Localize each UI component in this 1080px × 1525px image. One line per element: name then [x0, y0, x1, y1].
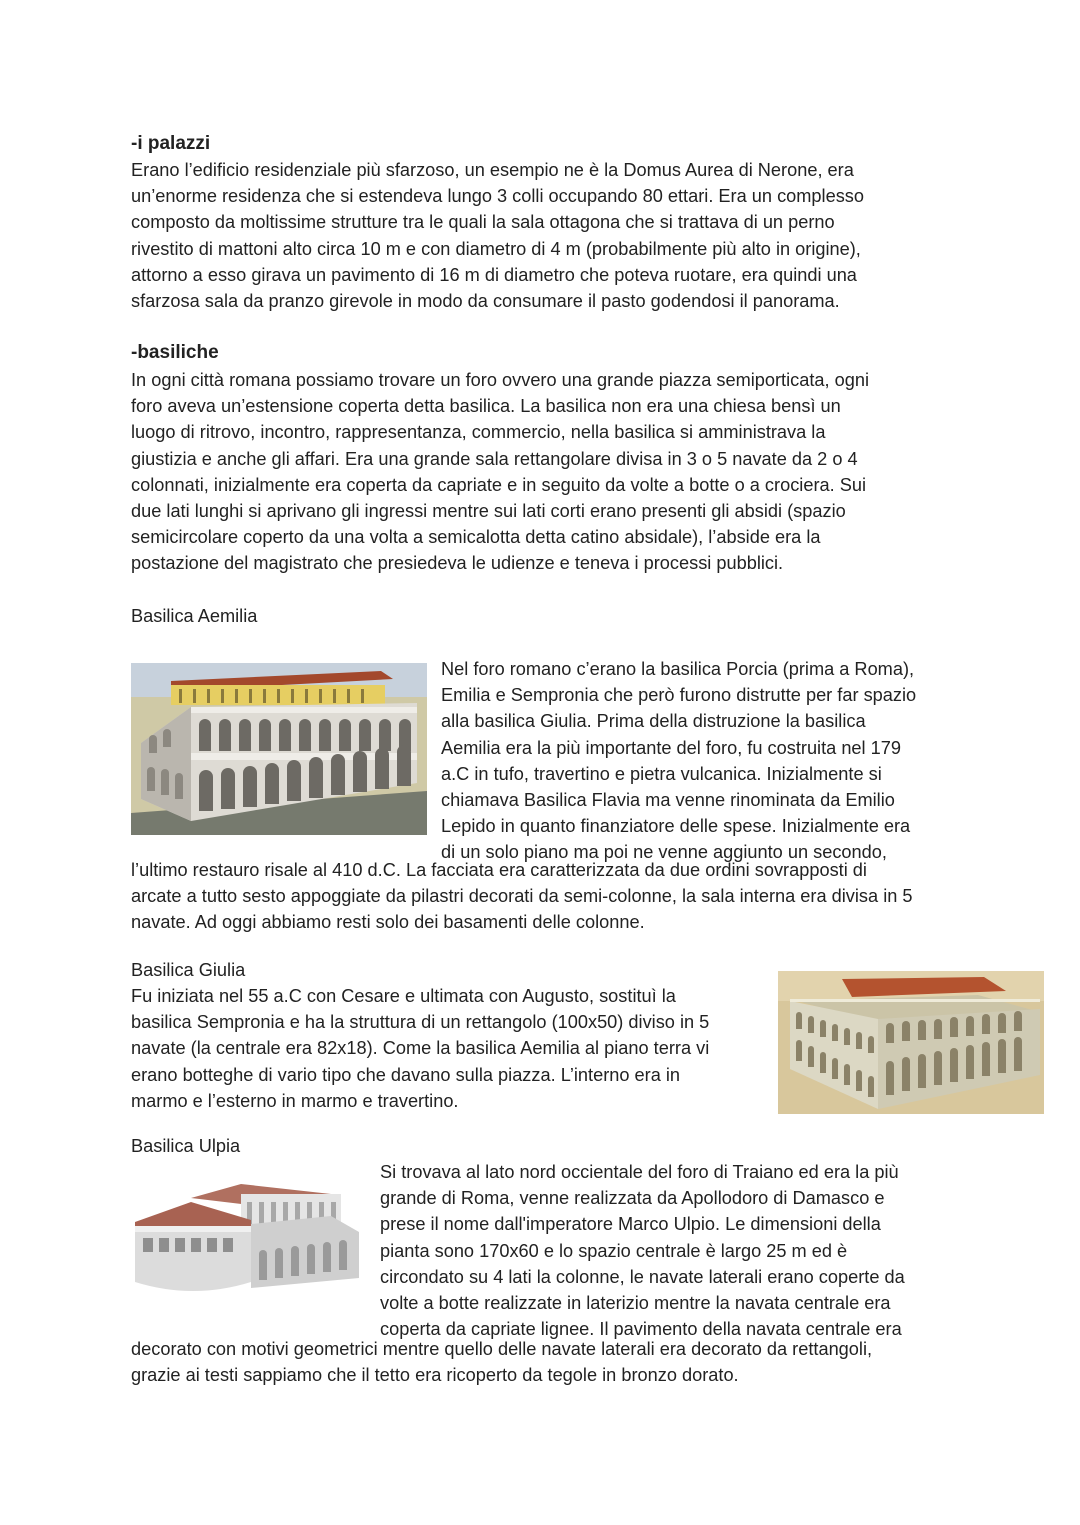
text-line: due lati lunghi si aprivano gli ingressi mentre sui lati corti erano presenti gli absidi (spazio [131, 501, 846, 522]
text-line: di un solo piano ma poi ne venne aggiunto un secondo, [441, 842, 887, 863]
text-line: grazie ai testi sappiamo che il tetto era ricoperto da tegole in bronzo dorato. [131, 1365, 739, 1386]
text-line: composto da moltissime strutture tra le quali la sala ottagona che si trattava di un perno [131, 212, 835, 233]
text-line: l’ultimo restauro risale al 410 d.C. La facciata era caratterizzata da due ordini sovrapposti di [131, 860, 867, 880]
text-line: navate. Ad oggi abbiamo resti solo dei basamenti delle colonne. [131, 912, 645, 933]
subheading-basilica-aemilia: Basilica Aemilia [131, 606, 258, 626]
text-line: arcate a tutto sesto appoggiate da pilastri decorati da semi-colonne, la sala interna era divisa in 5 [131, 886, 913, 907]
subheading-basilica-giulia: Basilica Giulia [131, 960, 246, 980]
paragraph-ulpia-side [380, 1159, 960, 1342]
text-line: rivestito di mattoni alto circa 10 m e con diametro di 4 m (probabilmente più alto in origine), [131, 238, 861, 259]
text-line: coperta da capriate lignee. Il pavimento della navata centrale era [380, 1319, 902, 1340]
paragraph-ulpia-full [131, 1336, 961, 1388]
text-line: erano botteghe di vario tipo che davano sulla piazza. L’interno era in [131, 1064, 681, 1085]
text-line: colonnati, inizialmente era coperta da capriate e in seguito da volte a botte o a crociera. Sui [131, 474, 867, 495]
text-line: volte a botte realizzate in laterizio mentre la navata centrale era [380, 1293, 891, 1314]
text-line: circondato su 4 lati la colonne, le navate laterali erano coperte da [380, 1266, 905, 1287]
text-line: postazione del magistrato che presiedeva le udienze e teneva i processi pubblici. [131, 553, 784, 574]
text-line: Fu iniziata nel 55 a.C con Cesare e ultimata con Augusto, sostituì la [131, 986, 676, 1006]
text-line: a.C in tufo, travertino e pietra vulcanica. Inizialmente si [441, 763, 882, 784]
section-heading-basiliche: -basiliche [131, 342, 219, 363]
text-line: Erano l’edificio residenziale più sfarzoso, un esempio ne è la Domus Aurea di Nerone, era [131, 160, 854, 180]
text-line: giustizia e anche gli affari. Era una grande sala rettangolare divisa in 3 o 5 navate da 2 o 4 [131, 448, 858, 469]
paragraph-basiliche [131, 367, 961, 577]
text-line: luogo di ritrovo, incontro, rappresentanza, commercio, nella basilica si amministrava la [131, 422, 826, 443]
text-line: grande di Roma, venne realizzata da Apollodoro di Damasco e [380, 1188, 885, 1209]
paragraph-aemilia-full [131, 857, 961, 936]
text-line: un’enorme residenza che si estendeva lungo 3 colli occupando 80 ettari. Era un complesso [131, 186, 864, 207]
text-line: Si trovava al lato nord occientale del foro di Traiano ed era la più [380, 1162, 899, 1182]
text-line: pianta sono 170x60 e lo spazio centrale è largo 25 m ed è [380, 1240, 848, 1261]
text-line: Emilia e Sempronia che però furono distrutte per far spazio [441, 685, 917, 706]
text-line: sfarzosa sala da pranzo girevole in modo da consumare il pasto godendosi il panorama. [131, 291, 840, 312]
text-line: chiamava Basilica Flavia ma venne rinominata da Emilio [441, 790, 895, 811]
basilica-giulia-image [778, 971, 1044, 1114]
subheading-basilica-ulpia: Basilica Ulpia [131, 1136, 241, 1156]
text-line: basilica Sempronia e ha la struttura di un rettangolo (100x50) diviso in 5 [131, 1012, 710, 1033]
paragraph-giulia [131, 983, 761, 1114]
text-line: In ogni città romana possiamo trovare un foro ovvero una grande piazza semiporticata, ogni [131, 370, 870, 390]
text-line: decorato con motivi geometrici mentre quello delle navate laterali era decorato da rettangoli, [131, 1339, 873, 1359]
basilica-ulpia-image [131, 1180, 361, 1300]
text-line: navate (la centrale era 82x18). Come la basilica Aemilia al piano terra vi [131, 1038, 710, 1059]
basilica-aemilia-image [131, 663, 427, 835]
paragraph-palazzi [131, 157, 961, 314]
text-line: Lepido in quanto finanziatore delle spese. Inizialmente era [441, 816, 911, 837]
text-line: alla basilica Giulia. Prima della distruzione la basilica [441, 711, 866, 732]
text-line: Nel foro romano c’erano la basilica Porcia (prima a Roma), [441, 659, 915, 679]
paragraph-aemilia-side [441, 656, 961, 866]
text-line: semicircolare coperto da una volta a semicalotta detta catino absidale), l’abside era la [131, 527, 821, 548]
text-line: prese il nome dall'imperatore Marco Ulpio. Le dimensioni della [380, 1214, 881, 1235]
text-line: marmo e l’esterno in marmo e travertino. [131, 1090, 459, 1111]
text-line: foro aveva un’estensione coperta detta basilica. La basilica non era una chiesa bensì un [131, 396, 841, 417]
text-line: attorno a esso girava un pavimento di 16 m di diametro che poteva ruotare, era quindi una [131, 264, 857, 285]
section-heading-palazzi: -i palazzi [131, 133, 211, 154]
text-line: Aemilia era la più importante del foro, fu costruita nel 179 [441, 737, 901, 758]
